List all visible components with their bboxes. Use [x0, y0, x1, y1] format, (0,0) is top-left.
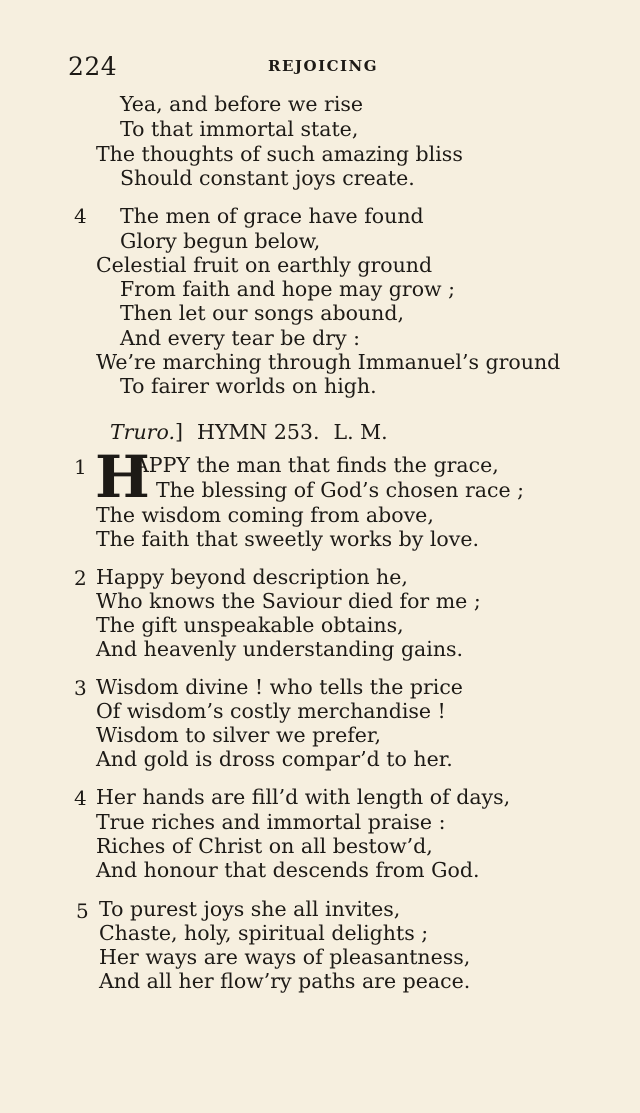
- verse-line: APPY the man that finds the grace,: [134, 453, 499, 477]
- page-header: [68, 52, 398, 82]
- verse-line: Riches of Christ on all bestow’d,: [96, 834, 433, 858]
- verse-line: Her ways are ways of pleasantness,: [99, 945, 471, 969]
- hymn-title: HYMN 253.: [196, 420, 320, 444]
- verse-number: 4: [74, 204, 87, 228]
- hymn-meter: L. M.: [333, 420, 388, 444]
- verse-line: The faith that sweetly works by love.: [96, 527, 479, 551]
- verse-line: Her hands are fill’d with length of days,: [96, 785, 511, 809]
- verse-line: The wisdom coming from above,: [96, 503, 434, 527]
- verse-line: We’re marching through Immanuel’s ground: [96, 350, 561, 374]
- verse-line: To fairer worlds on high.: [120, 374, 377, 398]
- tune-name: Truro.: [110, 420, 175, 444]
- verse-line: And heavenly understanding gains.: [96, 637, 464, 661]
- verse-number: 3: [74, 676, 87, 700]
- verse-line: Who knows the Saviour died for me ;: [96, 589, 481, 613]
- tune-bracket: ]: [174, 420, 183, 444]
- verse-line: Chaste, holy, spiritual delights ;: [99, 921, 429, 945]
- verse-line: And every tear be dry :: [120, 326, 360, 350]
- verse-line: Yea, and before we rise: [120, 92, 364, 116]
- verse-line: Happy beyond description he,: [96, 565, 408, 589]
- verse-number: 4: [74, 786, 87, 810]
- verse-line: True riches and immortal praise :: [96, 810, 446, 834]
- verse-line: To purest joys she all invites,: [99, 897, 401, 921]
- verse-number: 5: [76, 899, 89, 923]
- verse-number: 2: [74, 566, 87, 590]
- verse-line: To that immortal state,: [120, 117, 359, 141]
- verse-line: The blessing of God’s chosen race ;: [156, 478, 525, 502]
- verse-line: Wisdom to silver we prefer,: [96, 723, 381, 747]
- verse-line: From faith and hope may grow ;: [120, 277, 456, 301]
- verse-line: Should constant joys create.: [120, 166, 415, 190]
- verse-line: Of wisdom’s costly merchandise !: [96, 699, 446, 723]
- verse-line: Then let our songs abound,: [120, 301, 404, 325]
- verse-number: 1: [74, 455, 87, 479]
- page-number: 224: [68, 52, 118, 81]
- verse-line: The men of grace have found: [120, 204, 424, 228]
- verse-line: The thoughts of such amazing bliss: [96, 142, 463, 166]
- verse-line: Wisdom divine ! who tells the price: [96, 675, 463, 699]
- verse-line: And all her flow’ry paths are peace.: [99, 969, 471, 993]
- verse-line: Celestial fruit on earthly ground: [96, 253, 433, 277]
- drop-cap: H: [95, 443, 150, 511]
- verse-line: And gold is dross compar’d to her.: [96, 747, 453, 771]
- hymn-heading: [110, 420, 388, 444]
- verse-line: The gift unspeakable obtains,: [96, 613, 404, 637]
- verse-line: Glory begun below,: [120, 229, 321, 253]
- running-head: REJOICING: [268, 57, 379, 75]
- verse-line: And honour that descends from God.: [96, 858, 480, 882]
